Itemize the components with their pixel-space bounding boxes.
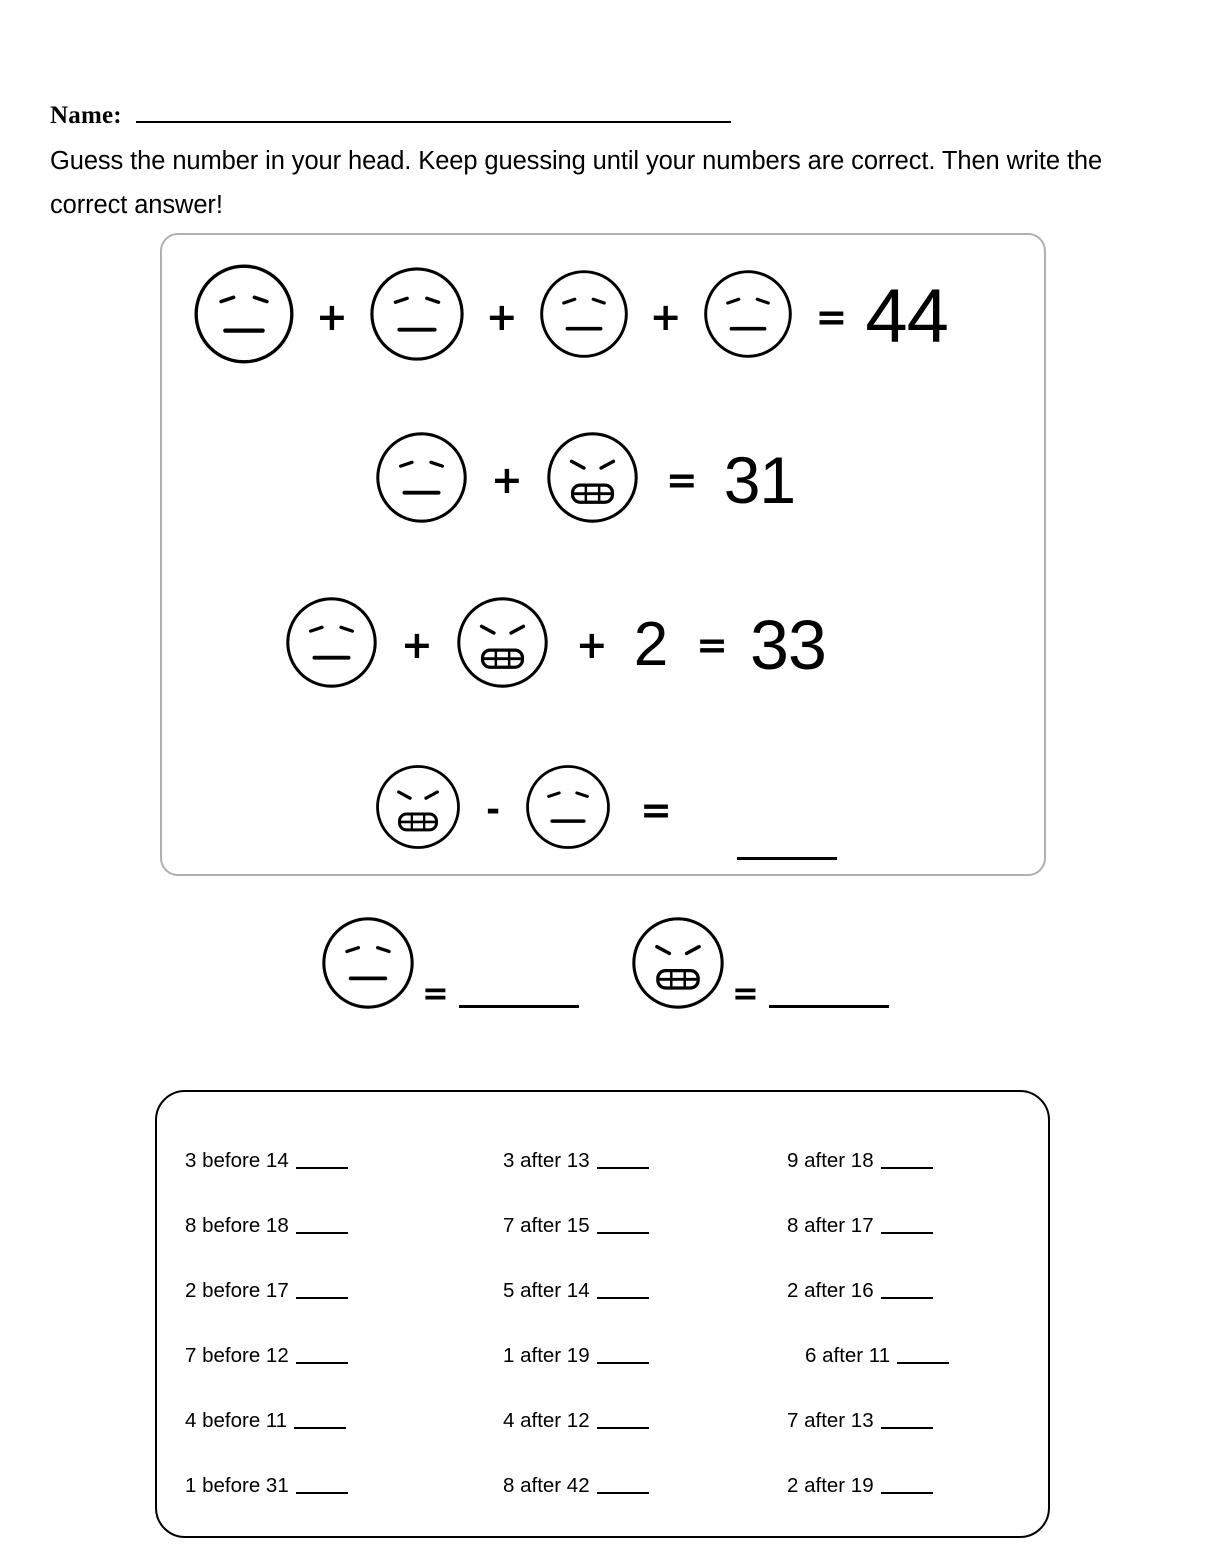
practice-label: 2 before 17 (185, 1278, 289, 1302)
grimacing-face-icon (545, 430, 640, 530)
practice-label: 2 after 16 (787, 1278, 874, 1302)
plus-sign: + (575, 623, 608, 667)
practice-label: 6 after 11 (805, 1343, 891, 1367)
equation-4-answer-blank[interactable] (737, 857, 837, 860)
practice-answer-blank[interactable] (897, 1348, 949, 1364)
equation-2-result: 31 (723, 443, 796, 517)
practice-label: 3 before 14 (185, 1148, 289, 1172)
practice-label: 3 after 13 (503, 1148, 590, 1172)
practice-label: 8 after 17 (787, 1213, 874, 1237)
neutral-face-icon (368, 265, 466, 368)
practice-label: 4 before 11 (185, 1408, 288, 1432)
practice-item (485, 1453, 765, 1518)
practice-item (185, 1323, 485, 1388)
neutral-face-icon (374, 430, 469, 530)
equation-3-term-number: 2 (633, 610, 669, 679)
practice-answer-blank[interactable] (881, 1478, 933, 1494)
practice-item (185, 1128, 485, 1193)
grimacing-face-icon (455, 595, 550, 695)
key-item-grimace (630, 915, 889, 1016)
instructions-text: Guess the number in your head. Keep guessing until your numbers are correct. Then write the correct answer! (50, 147, 1103, 219)
grimacing-face-icon (630, 915, 726, 1016)
practice-item (485, 1193, 765, 1258)
practice-answer-blank[interactable] (296, 1153, 348, 1169)
practice-item (485, 1323, 765, 1388)
equals-sign: = (422, 974, 449, 1012)
minus-sign: - (486, 789, 501, 830)
practice-answer-blank[interactable] (597, 1478, 649, 1494)
neutral-face-icon (702, 268, 794, 365)
practice-item (185, 1388, 485, 1453)
practice-item (485, 1388, 765, 1453)
puzzle-box (160, 233, 1046, 876)
practice-answer-blank[interactable] (597, 1413, 649, 1429)
practice-label: 1 after 19 (503, 1343, 590, 1367)
practice-item (765, 1193, 1025, 1258)
practice-answer-blank[interactable] (296, 1478, 348, 1494)
key-neutral-answer-blank[interactable] (459, 1005, 579, 1008)
practice-answer-blank[interactable] (294, 1413, 346, 1429)
practice-box (155, 1090, 1050, 1538)
practice-item (765, 1388, 1025, 1453)
equals-sign: = (665, 458, 698, 502)
practice-item (485, 1258, 765, 1323)
plus-sign: + (401, 623, 433, 667)
neutral-face-icon (192, 262, 296, 371)
practice-item (765, 1323, 1025, 1388)
practice-answer-blank[interactable] (881, 1283, 933, 1299)
answer-key-row (160, 915, 1046, 1025)
plus-sign: + (316, 294, 348, 339)
practice-answer-blank[interactable] (881, 1413, 933, 1429)
practice-answer-blank[interactable] (296, 1348, 348, 1364)
practice-answer-blank[interactable] (597, 1348, 649, 1364)
practice-answer-blank[interactable] (597, 1283, 649, 1299)
practice-item (185, 1193, 485, 1258)
practice-label: 2 after 19 (787, 1473, 874, 1497)
key-grimace-answer-blank[interactable] (769, 1005, 889, 1008)
equals-sign: = (640, 787, 672, 832)
equation-row-4 (374, 763, 672, 856)
practice-answer-blank[interactable] (296, 1218, 348, 1234)
name-write-line[interactable] (136, 121, 731, 123)
practice-answer-blank[interactable] (881, 1153, 933, 1169)
practice-item (765, 1453, 1025, 1518)
practice-answer-blank[interactable] (597, 1153, 649, 1169)
name-label: Name: (50, 102, 122, 129)
practice-label: 8 after 42 (503, 1473, 590, 1497)
practice-label: 1 before 31 (185, 1473, 289, 1497)
practice-item (185, 1453, 485, 1518)
practice-item (765, 1258, 1025, 1323)
practice-grid (185, 1128, 1025, 1518)
key-item-neutral (320, 915, 579, 1016)
equation-row-1 (192, 262, 948, 371)
practice-item (185, 1258, 485, 1323)
neutral-face-icon (524, 763, 612, 856)
equation-row-3 (284, 595, 826, 695)
grimacing-face-icon (374, 763, 462, 856)
plus-sign: + (491, 458, 523, 502)
practice-label: 9 after 18 (787, 1148, 874, 1172)
plus-sign: + (649, 294, 682, 339)
equals-sign: = (696, 623, 729, 667)
neutral-face-icon (538, 268, 630, 365)
practice-answer-blank[interactable] (881, 1218, 933, 1234)
equation-row-2 (374, 430, 795, 530)
plus-sign: + (485, 294, 518, 339)
equals-sign: = (815, 294, 848, 339)
neutral-face-icon (320, 915, 416, 1016)
practice-item (485, 1128, 765, 1193)
name-row (50, 102, 731, 130)
practice-answer-blank[interactable] (597, 1218, 649, 1234)
practice-label: 5 after 14 (503, 1278, 590, 1302)
equation-1-result: 44 (865, 273, 948, 359)
practice-item (765, 1128, 1025, 1193)
practice-label: 7 after 13 (787, 1408, 874, 1432)
practice-label: 7 before 12 (185, 1343, 289, 1367)
practice-label: 4 after 12 (503, 1408, 590, 1432)
practice-label: 8 before 18 (185, 1213, 289, 1237)
neutral-face-icon (284, 595, 379, 695)
practice-label: 7 after 15 (503, 1213, 590, 1237)
equals-sign: = (732, 974, 759, 1012)
equation-3-result: 33 (750, 606, 826, 684)
practice-answer-blank[interactable] (296, 1283, 348, 1299)
